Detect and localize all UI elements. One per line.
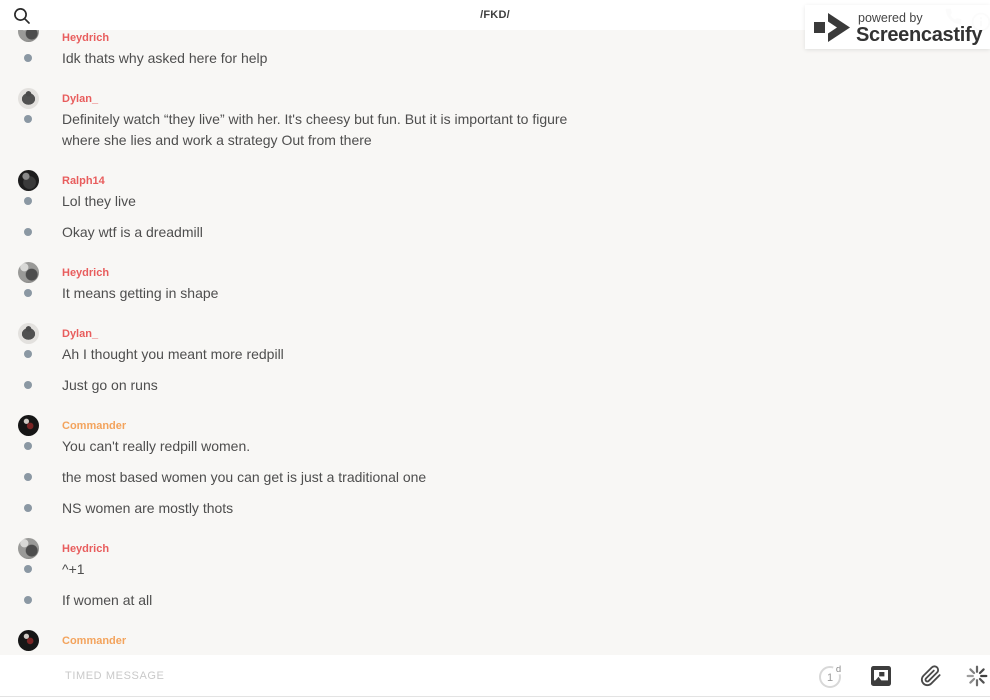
- message-composer: [0, 655, 990, 697]
- timer-value: 1: [826, 672, 834, 684]
- status-dot-icon: [24, 381, 32, 389]
- message-row[interactable]: [0, 191, 990, 212]
- message-text: NS women are mostly thots: [62, 500, 234, 516]
- message-text: Definitely watch “they live” with her. It's cheesy but fun. But it is important to figure where she lies and work a strategy Out from there: [62, 111, 568, 148]
- user-avatar[interactable]: [18, 30, 39, 42]
- username[interactable]: Ralph14: [62, 174, 105, 187]
- message-row[interactable]: [0, 283, 990, 304]
- user-avatar[interactable]: [18, 323, 39, 344]
- message-text: Idk thats why asked here for help: [62, 50, 268, 66]
- username[interactable]: Commander: [62, 419, 127, 432]
- message-row[interactable]: [0, 344, 990, 365]
- message-text: You can't really redpill women.: [62, 438, 251, 454]
- message-text: the most based women you can get is just a traditional one: [62, 469, 427, 485]
- username[interactable]: Heydrich: [62, 542, 110, 555]
- user-avatar[interactable]: [18, 262, 39, 283]
- message-group: [0, 323, 990, 396]
- message-text: It means getting in shape: [62, 285, 219, 301]
- chat-scroll-area[interactable]: [0, 30, 990, 655]
- status-dot-icon: [24, 228, 32, 236]
- message-row[interactable]: [0, 559, 990, 580]
- status-dot-icon: [24, 350, 32, 358]
- message-group-header: [0, 538, 990, 559]
- status-dot-icon: [24, 473, 32, 481]
- user-avatar[interactable]: [18, 170, 39, 191]
- message-group-header: [0, 630, 990, 651]
- message-row[interactable]: [0, 498, 990, 519]
- message-row[interactable]: [0, 436, 990, 457]
- status-dot-icon: [24, 197, 32, 205]
- message-text: Okay wtf is a dreadmill: [62, 224, 203, 240]
- user-avatar[interactable]: [18, 88, 39, 109]
- screencastify-watermark: [805, 5, 990, 49]
- screencastify-logo-icon: [812, 9, 852, 49]
- timer-unit: d: [835, 664, 842, 675]
- message-row[interactable]: [0, 222, 990, 243]
- user-avatar[interactable]: [18, 415, 39, 436]
- message-text: If women at all: [62, 592, 153, 608]
- loading-spinner-icon[interactable]: [966, 665, 988, 692]
- username[interactable]: Dylan_: [62, 327, 99, 340]
- message-row[interactable]: [0, 109, 990, 151]
- message-row[interactable]: [0, 590, 990, 611]
- status-dot-icon: [24, 565, 32, 573]
- status-dot-icon: [24, 289, 32, 297]
- watermark-brand-label: Screencastify: [856, 24, 983, 46]
- status-dot-icon: [24, 115, 32, 123]
- message-group-header: [0, 88, 990, 109]
- message-group: [0, 630, 990, 651]
- message-group-header: [0, 323, 990, 344]
- watermark-powered-by-label: powered by: [858, 11, 923, 25]
- status-dot-icon: [24, 596, 32, 604]
- message-row[interactable]: [0, 48, 990, 69]
- message-text: ^+1: [62, 561, 85, 577]
- message-group: [0, 88, 990, 151]
- message-input[interactable]: [63, 655, 663, 697]
- message-text: Just go on runs: [62, 377, 158, 393]
- message-group-header: [0, 262, 990, 283]
- message-group: [0, 538, 990, 611]
- timed-message-duration-icon[interactable]: [818, 662, 846, 695]
- username[interactable]: Commander: [62, 634, 127, 647]
- message-group: [0, 262, 990, 304]
- user-avatar[interactable]: [18, 630, 39, 651]
- message-text: Ah I thought you meant more redpill: [62, 346, 284, 362]
- message-row[interactable]: [0, 375, 990, 396]
- chat-messages: [0, 30, 990, 651]
- status-dot-icon: [24, 442, 32, 450]
- status-dot-icon: [24, 54, 32, 62]
- channel-title: /FKD/: [480, 9, 510, 21]
- username[interactable]: Heydrich: [62, 266, 110, 279]
- status-dot-icon: [24, 504, 32, 512]
- message-group: [0, 170, 990, 243]
- message-group-header: [0, 170, 990, 191]
- message-group: [0, 415, 990, 519]
- message-row[interactable]: [0, 467, 990, 488]
- username[interactable]: Heydrich: [62, 31, 110, 44]
- attachment-paperclip-icon[interactable]: [920, 665, 942, 692]
- attach-image-icon[interactable]: [871, 666, 891, 691]
- message-text: Lol they live: [62, 193, 136, 209]
- message-group-header: [0, 415, 990, 436]
- user-avatar[interactable]: [18, 538, 39, 559]
- username[interactable]: Dylan_: [62, 92, 99, 105]
